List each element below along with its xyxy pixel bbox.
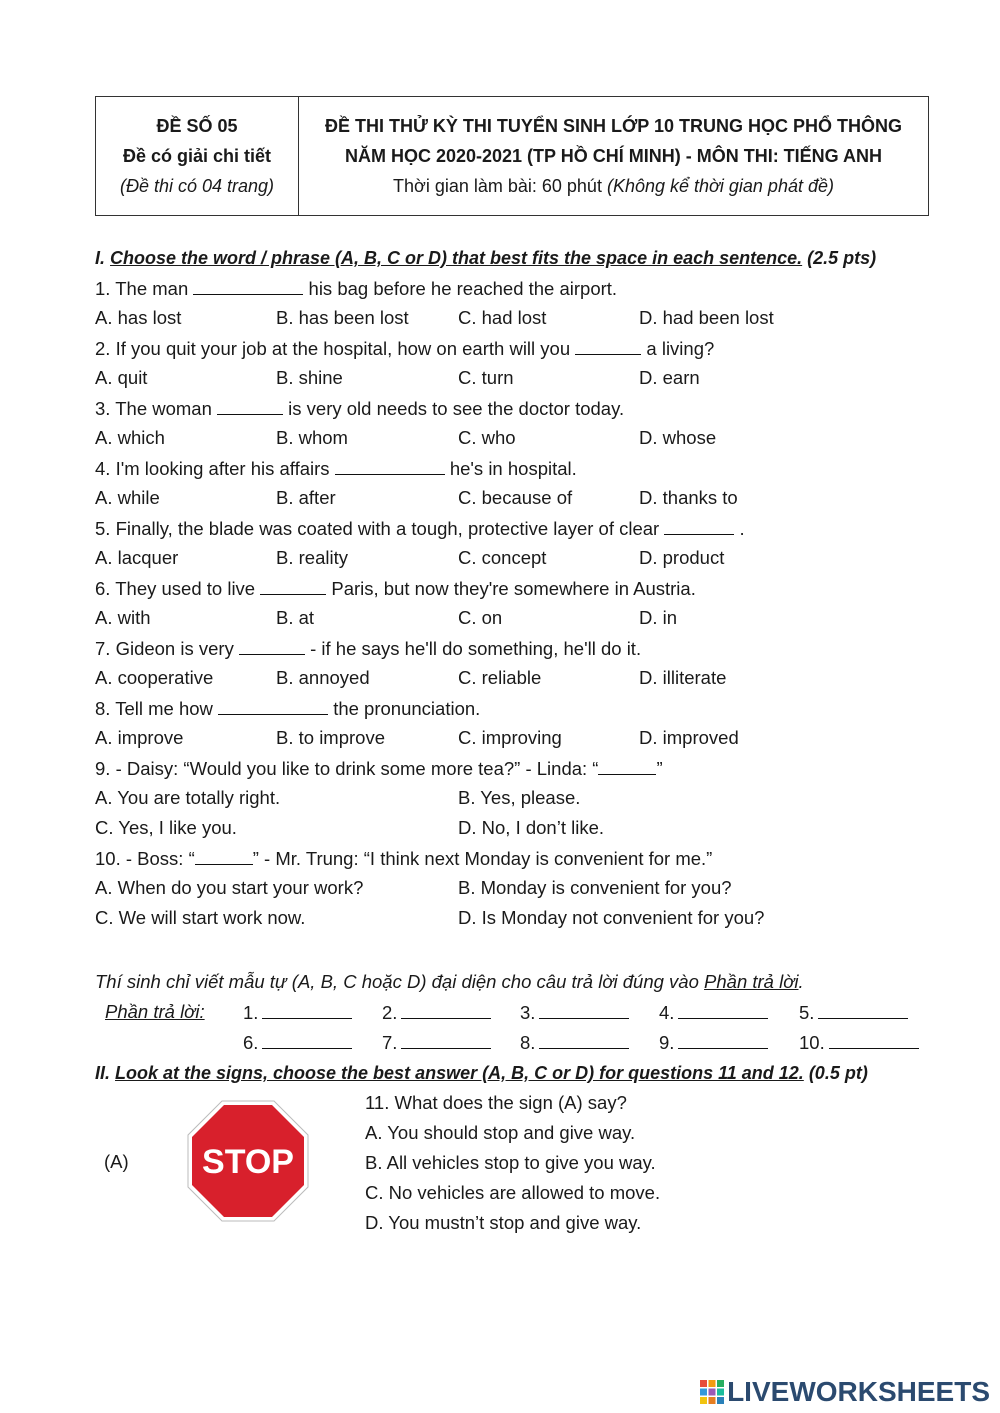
q11-option-a: A. You should stop and give way. xyxy=(365,1122,636,1143)
answer-slot[interactable]: 4. xyxy=(659,1001,768,1024)
option-c: C. We will start work now. xyxy=(95,907,306,928)
question-9: 9. - Daisy: “Would you like to drink some more tea?” - Linda: “ ” xyxy=(95,758,663,779)
option-d: D. earn xyxy=(639,367,700,388)
answer-blank xyxy=(664,517,734,535)
answer-blank xyxy=(335,457,445,475)
liveworksheets-logo xyxy=(699,1376,990,1408)
exam-title-line2: NĂM HỌC 2020-2021 (TP HỒ CHÍ MINH) - MÔN THI: TIẾNG ANH xyxy=(344,146,883,166)
option-b: B. after xyxy=(276,487,336,508)
exam-header xyxy=(95,96,929,216)
exam-code-cell xyxy=(96,97,299,215)
stop-sign-icon xyxy=(186,1099,310,1223)
exam-number: ĐỀ SỐ 05 xyxy=(156,116,238,136)
answer-slot[interactable]: 1. xyxy=(243,1001,352,1024)
option-b: B. at xyxy=(276,607,315,628)
option-a: A. cooperative xyxy=(95,667,214,688)
question-6: 6. They used to live Paris, but now they're somewhere in Austria. xyxy=(95,578,696,599)
option-b: B. Monday is convenient for you? xyxy=(458,877,732,898)
question-11: 11. What does the sign (A) say? xyxy=(365,1092,627,1113)
answer-blank[interactable] xyxy=(401,1031,491,1049)
option-b: B. to improve xyxy=(276,727,385,748)
option-d: D. whose xyxy=(639,427,717,448)
option-d: D. No, I don’t like. xyxy=(458,817,605,838)
answer-blank xyxy=(575,337,641,355)
exam-solution-note: Đề có giải chi tiết xyxy=(122,146,272,166)
option-d: D. in xyxy=(639,607,678,628)
option-c: C. concept xyxy=(458,547,547,568)
option-b: B. reality xyxy=(276,547,348,568)
q11-option-b: B. All vehicles stop to give you way. xyxy=(365,1152,656,1173)
option-c: C. who xyxy=(458,427,516,448)
option-b: B. whom xyxy=(276,427,348,448)
answer-blank[interactable] xyxy=(818,1001,908,1019)
answer-blank xyxy=(193,277,303,295)
answer-blank xyxy=(218,697,328,715)
option-b: B. has been lost xyxy=(276,307,409,328)
answer-slot[interactable]: 2. xyxy=(382,1001,491,1024)
answer-instruction: Thí sinh chỉ viết mẫu tự (A, B, C hoặc D) đại diện cho câu trả lời đúng vào Phần trả lời. xyxy=(95,971,804,992)
question-8: 8. Tell me how the pronunciation. xyxy=(95,698,481,719)
option-c: C. improving xyxy=(458,727,562,748)
option-d: D. product xyxy=(639,547,725,568)
answer-blank[interactable] xyxy=(401,1001,491,1019)
answer-blank[interactable] xyxy=(262,1031,352,1049)
q11-option-d: D. You mustn’t stop and give way. xyxy=(365,1212,642,1233)
option-c: C. reliable xyxy=(458,667,542,688)
answer-blank xyxy=(260,577,326,595)
option-a: A. lacquer xyxy=(95,547,179,568)
answer-blank[interactable] xyxy=(678,1031,768,1049)
answer-blank[interactable] xyxy=(539,1031,629,1049)
answer-blank xyxy=(195,847,253,865)
answer-blank[interactable] xyxy=(539,1001,629,1019)
answer-blank[interactable] xyxy=(829,1031,919,1049)
exam-page-count: (Đề thi có 04 trang) xyxy=(119,176,275,196)
option-d: D. illiterate xyxy=(639,667,727,688)
answer-slot[interactable]: 6. xyxy=(243,1031,352,1054)
option-d: D. had been lost xyxy=(639,307,774,328)
answer-label: Phần trả lời: xyxy=(105,1001,205,1022)
section-1-title: I. Choose the word / phrase (A, B, C or D) that best fits the space in each sentence. (2.5 pts) xyxy=(95,248,877,268)
question-1: 1. The man his bag before he reached the airport. xyxy=(95,278,618,299)
option-a: A. while xyxy=(95,487,160,508)
answer-slot[interactable]: 7. xyxy=(382,1031,491,1054)
option-b: B. shine xyxy=(276,367,343,388)
answer-slot[interactable]: 3. xyxy=(520,1001,629,1024)
answer-slot[interactable]: 10. xyxy=(799,1031,919,1054)
answer-blank[interactable] xyxy=(262,1001,352,1019)
stop-sign-text: STOP xyxy=(202,1143,294,1181)
answer-blank xyxy=(217,397,283,415)
section-2-title: II. Look at the signs, choose the best answer (A, B, C or D) for questions 11 and 12. (0.5 pt) xyxy=(95,1063,868,1083)
answer-slot[interactable]: 5. xyxy=(799,1001,908,1024)
option-d: D. thanks to xyxy=(639,487,738,508)
exam-title-cell xyxy=(299,97,928,215)
answer-blank xyxy=(598,757,656,775)
option-c: C. on xyxy=(458,607,503,628)
question-3: 3. The woman is very old needs to see the doctor today. xyxy=(95,398,625,419)
option-a: A. with xyxy=(95,607,151,628)
option-a: A. improve xyxy=(95,727,184,748)
exam-time: Thời gian làm bài: 60 phút (Không kể thời gian phát đề) xyxy=(393,176,834,196)
question-2: 2. If you quit your job at the hospital, how on earth will you a living? xyxy=(95,338,715,359)
option-c: C. turn xyxy=(458,367,514,388)
option-a: A. which xyxy=(95,427,165,448)
sign-a-label: (A) xyxy=(104,1151,129,1172)
option-a: A. has lost xyxy=(95,307,182,328)
option-c: C. because of xyxy=(458,487,573,508)
option-c: C. Yes, I like you. xyxy=(95,817,237,838)
option-a: A. When do you start your work? xyxy=(95,877,364,898)
q11-option-c: C. No vehicles are allowed to move. xyxy=(365,1182,661,1203)
answer-blank xyxy=(239,637,305,655)
option-d: D. Is Monday not convenient for you? xyxy=(458,907,765,928)
option-b: B. annoyed xyxy=(276,667,370,688)
liveworksheets-icon xyxy=(699,1379,725,1405)
option-b: B. Yes, please. xyxy=(458,787,581,808)
question-10: 10. - Boss: “ ” - Mr. Trung: “I think next Monday is convenient for me.” xyxy=(95,848,713,869)
option-a: A. quit xyxy=(95,367,148,388)
answer-slot[interactable]: 9. xyxy=(659,1031,768,1054)
question-5: 5. Finally, the blade was coated with a tough, protective layer of clear . xyxy=(95,518,745,539)
brand-text: LIVEWORKSHEETS xyxy=(727,1376,990,1407)
option-a: A. You are totally right. xyxy=(95,787,281,808)
exam-title-line1: ĐỀ THI THỬ KỲ THI TUYỂN SINH LỚP 10 TRUNG HỌC PHỔ THÔNG xyxy=(325,116,902,136)
question-7: 7. Gideon is very - if he says he'll do something, he'll do it. xyxy=(95,638,642,659)
answer-blank[interactable] xyxy=(678,1001,768,1019)
option-c: C. had lost xyxy=(458,307,547,328)
question-4: 4. I'm looking after his affairs he's in hospital. xyxy=(95,458,577,479)
option-d: D. improved xyxy=(639,727,739,748)
answer-slot[interactable]: 8. xyxy=(520,1031,629,1054)
